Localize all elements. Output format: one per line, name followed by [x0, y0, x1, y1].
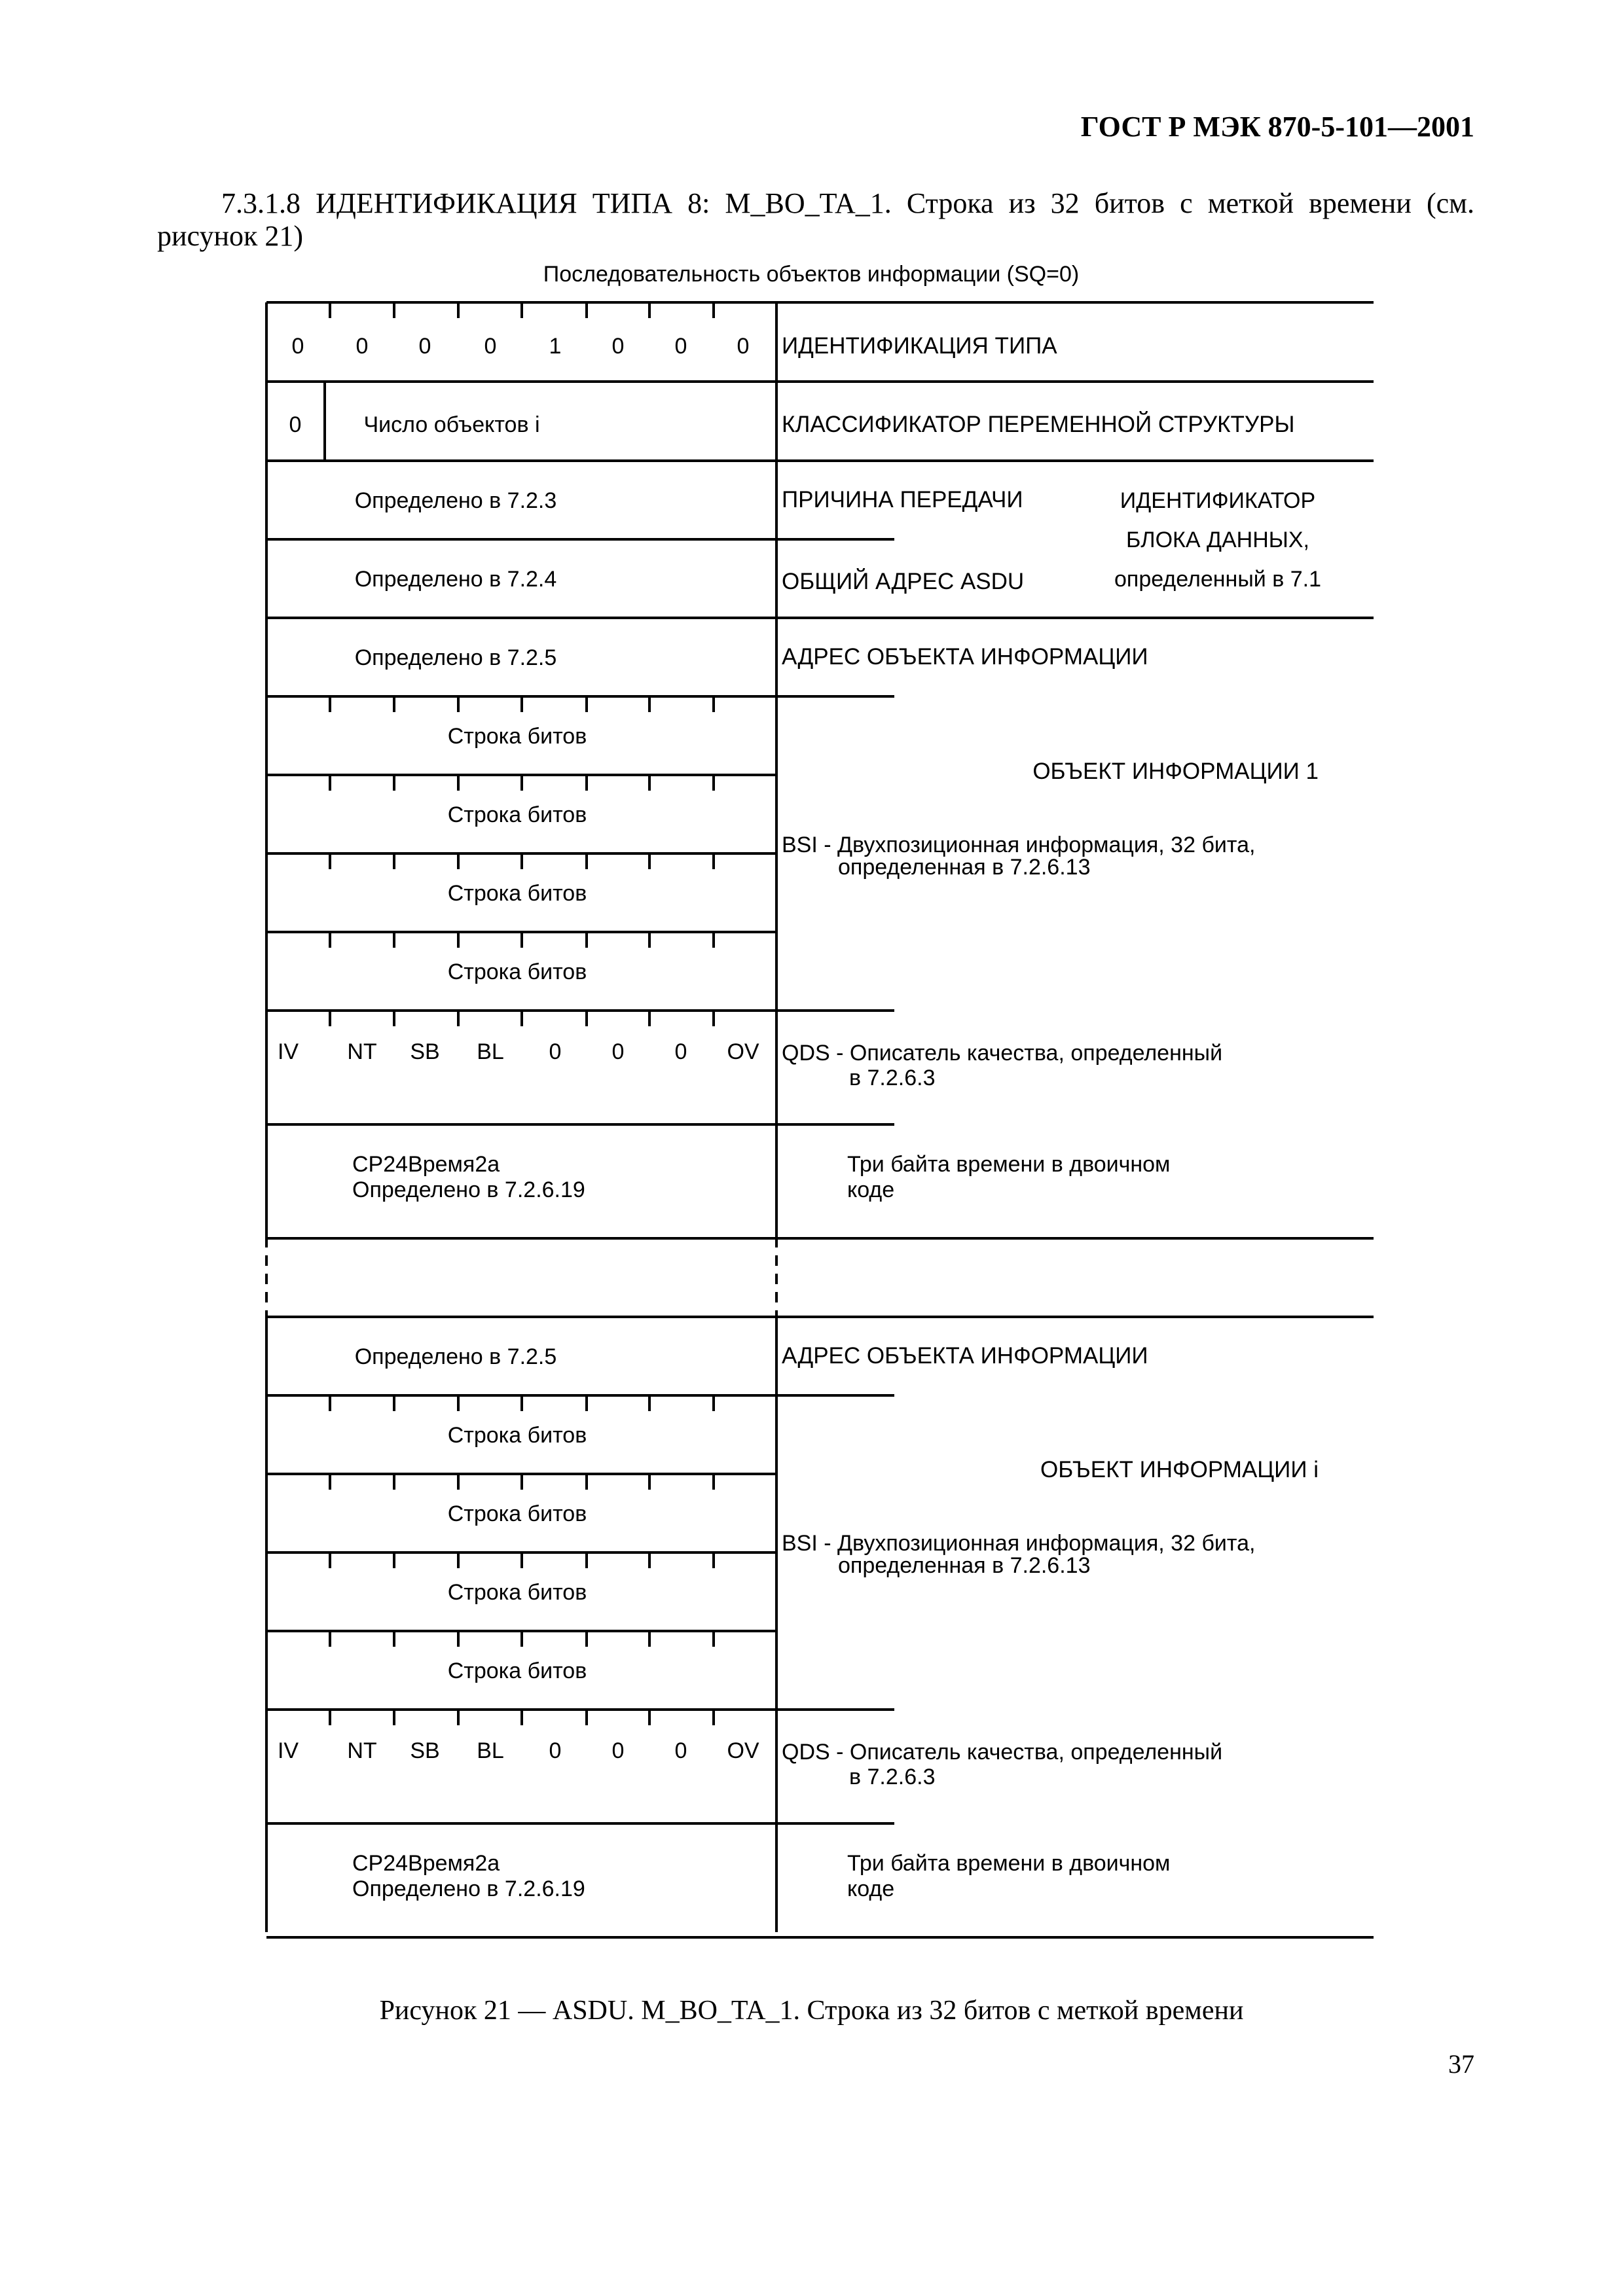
qds-bit: 0 [549, 1738, 562, 1763]
data-unit-identifier-label: определенный в 7.1 [1114, 567, 1321, 592]
time-description: Три байта времени в двоичном [847, 1851, 1171, 1876]
bitstring-label: Строка битов [447, 1501, 587, 1526]
information-object-label: ОБЪЕКТ ИНФОРМАЦИИ i [1040, 1457, 1319, 1482]
ioa-definition: Определено в 7.2.5 [354, 645, 557, 670]
sq-bit: 0 [289, 412, 302, 437]
figure-title: Последовательность объектов информации (SQ=0) [543, 262, 1080, 287]
cot-definition: Определено в 7.2.3 [354, 488, 557, 513]
bsi-description: определенная в 7.2.6.13 [838, 855, 1091, 880]
qds-bit: 0 [674, 1039, 687, 1064]
document-header: ГОСТ Р МЭК 870-5-101—2001 [1080, 111, 1474, 143]
qds-bit: OV [727, 1738, 759, 1763]
qds-bit: NT [347, 1738, 377, 1763]
type-bit: 0 [611, 334, 625, 359]
qds-bit: SB [410, 1738, 440, 1763]
bitstring-label: Строка битов [447, 724, 587, 749]
type-bit: 0 [356, 334, 369, 359]
asdu-address-label: ОБЩИЙ АДРЕС ASDU [782, 569, 1025, 594]
qds-bit: 0 [674, 1738, 687, 1763]
qds-description: QDS - Описатель качества, определенный [782, 1740, 1223, 1765]
ioa-definition: Определено в 7.2.5 [354, 1344, 557, 1369]
type-bit: 0 [484, 334, 497, 359]
information-object-label: ОБЪЕКТ ИНФОРМАЦИИ 1 [1032, 759, 1319, 784]
bsi-description: BSI - Двухпозиционная информация, 32 бита, [782, 833, 1256, 857]
type-bit: 0 [737, 334, 750, 359]
page-number: 37 [1448, 2049, 1474, 2079]
qds-bit: IV [277, 1039, 299, 1064]
bitstring-label: Строка битов [447, 802, 587, 827]
cot-label: ПРИЧИНА ПЕРЕДАЧИ [782, 487, 1023, 512]
qds-description: в 7.2.6.3 [849, 1066, 936, 1090]
object-count-label: Число объектов i [363, 412, 540, 437]
bitstring-label: Строка битов [447, 960, 587, 984]
asdu-address-definition: Определено в 7.2.4 [354, 567, 557, 592]
ioa-label: АДРЕС ОБЪЕКТА ИНФОРМАЦИИ [782, 644, 1148, 670]
type-bit: 0 [674, 334, 687, 359]
ioa-label: АДРЕС ОБЪЕКТА ИНФОРМАЦИИ [782, 1343, 1148, 1369]
bsi-description: BSI - Двухпозиционная информация, 32 бита, [782, 1531, 1256, 1556]
time-tag-label: CP24Время2а [352, 1851, 500, 1876]
bitstring-label: Строка битов [447, 1659, 587, 1683]
bitstring-label: Строка битов [447, 881, 587, 906]
qds-bit: 0 [549, 1039, 562, 1064]
figure-caption: Рисунок 21 — ASDU. M_BO_TA_1. Строка из 32 битов с меткой времени [379, 1996, 1244, 2026]
qds-bit: NT [347, 1039, 377, 1064]
time-tag-label: CP24Время2а [352, 1152, 500, 1177]
type-bit: 0 [291, 334, 304, 359]
qds-description: QDS - Описатель качества, определенный [782, 1041, 1223, 1066]
qds-bit: OV [727, 1039, 759, 1064]
type-label: ИДЕНТИФИКАЦИЯ ТИПА [782, 333, 1057, 359]
data-unit-identifier-label: БЛОКА ДАННЫХ, [1125, 528, 1310, 552]
time-description: коде [847, 1177, 895, 1202]
qds-bit: 0 [611, 1039, 625, 1064]
qds-bit: IV [277, 1738, 299, 1763]
data-unit-identifier-label: ИДЕНТИФИКАТОР [1120, 488, 1316, 513]
bitstring-label: Строка битов [447, 1580, 587, 1605]
qds-description: в 7.2.6.3 [849, 1765, 936, 1789]
time-description: коде [847, 1876, 895, 1901]
section-paragraph: 7.3.1.8 ИДЕНТИФИКАЦИЯ ТИПА 8: M_BO_TA_1. Строка из 32 битов с меткой времени (см. рисунок 21) [157, 187, 1474, 252]
time-tag-definition: Определено в 7.2.6.19 [352, 1876, 585, 1901]
type-bit: 1 [549, 334, 562, 359]
qds-bit: BL [477, 1738, 504, 1763]
qds-bit: 0 [611, 1738, 625, 1763]
qds-bit: BL [477, 1039, 504, 1064]
type-bit: 0 [418, 334, 431, 359]
vsq-label: КЛАССИФИКАТОР ПЕРЕМЕННОЙ СТРУКТУРЫ [782, 412, 1295, 437]
time-description: Три байта времени в двоичном [847, 1152, 1171, 1177]
time-tag-definition: Определено в 7.2.6.19 [352, 1177, 585, 1202]
bitstring-label: Строка битов [447, 1423, 587, 1448]
bsi-description: определенная в 7.2.6.13 [838, 1553, 1091, 1578]
qds-bit: SB [410, 1039, 440, 1064]
